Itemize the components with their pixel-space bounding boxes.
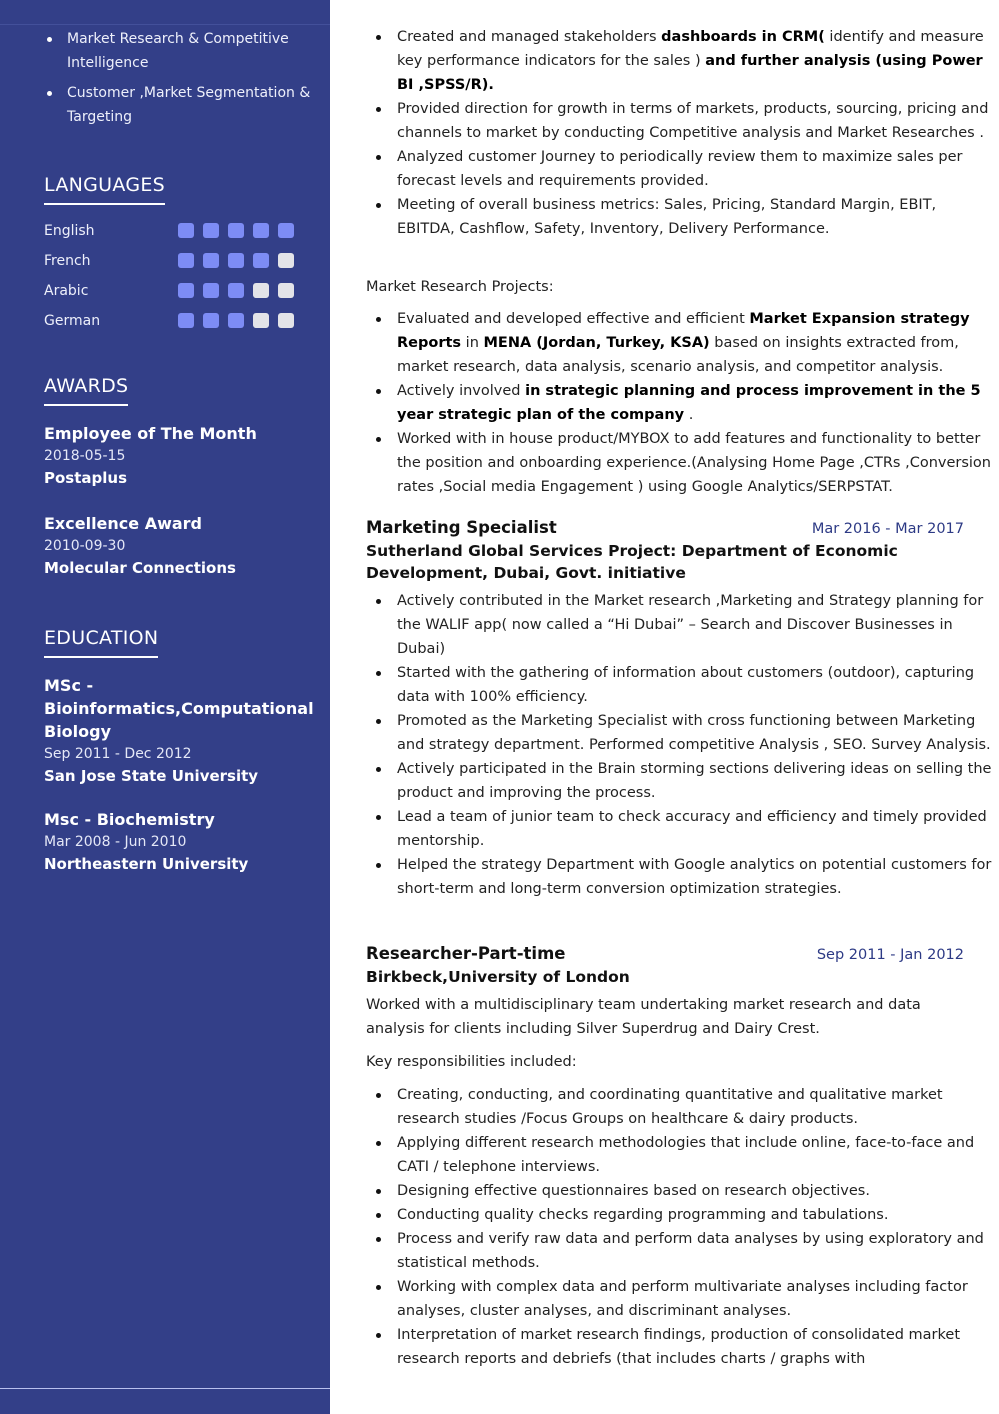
language-level bbox=[178, 313, 294, 328]
bullet-item: Applying different research methodologies that include online, face-to-face and CATI / telephone interviews. bbox=[397, 1131, 995, 1179]
education-dates: Sep 2011 - Dec 2012 bbox=[44, 746, 192, 762]
bullet-item: Helped the strategy Department with Google analytics on potential customers for short-term and long-term conversion optimization strategies. bbox=[397, 853, 995, 901]
skill-item: Market Research & Competitive Intelligence bbox=[67, 27, 337, 75]
level-dot-empty bbox=[278, 253, 294, 268]
degree: MSc - Bioinformatics,Computational Biology bbox=[44, 676, 314, 741]
bullet-item: Actively involved in strategic planning and process improvement in the 5 year strategic plan of the company . bbox=[397, 379, 995, 427]
job-dates: Mar 2016 - Mar 2017 bbox=[811, 521, 964, 537]
job-summary: Worked with a multidisciplinary team undertaking market research and data analysis for clients including Silver Superdrug and Dairy Crest. bbox=[366, 997, 921, 1037]
bullet-item: Working with complex data and perform multivariate analyses including factor analyses, cluster analyses, and discriminant analyses. bbox=[397, 1275, 995, 1323]
level-dot-filled bbox=[228, 283, 244, 298]
bullet-item: Designing effective questionnaires based on research objectives. bbox=[397, 1179, 995, 1203]
level-dot-filled bbox=[228, 223, 244, 238]
level-dot-filled bbox=[228, 253, 244, 268]
language-row bbox=[44, 250, 304, 272]
education-item bbox=[44, 674, 314, 787]
level-dot-empty bbox=[253, 313, 269, 328]
job-title: Marketing Specialist bbox=[366, 518, 557, 537]
award-date: 2010-09-30 bbox=[44, 538, 126, 554]
level-dot-filled bbox=[253, 223, 269, 238]
bullet-item: Started with the gathering of information about customers (outdoor), capturing data with 100% efficiency. bbox=[397, 661, 995, 709]
language-level bbox=[178, 253, 294, 268]
skill-item: Customer ,Market Segmentation & Targeting bbox=[67, 81, 337, 129]
education-item bbox=[44, 808, 309, 875]
level-dot-filled bbox=[203, 313, 219, 328]
projects-bullets bbox=[366, 307, 995, 499]
language-row bbox=[44, 280, 304, 302]
job-company: Sutherland Global Services Project: Department of Economic Development, Dubai, Govt. initiative bbox=[366, 542, 898, 582]
bullet-item: Conducting quality checks regarding programming and tabulations. bbox=[397, 1203, 995, 1227]
bullet-item: Meeting of overall business metrics: Sales, Pricing, Standard Margin, EBIT, EBITDA, Cashflow, Safety, Inventory, Delivery Performance. bbox=[397, 193, 995, 241]
bold-text: Market Expansion strategy Reports bbox=[397, 311, 970, 351]
level-dot-filled bbox=[228, 313, 244, 328]
award-issuer: Postaplus bbox=[44, 469, 128, 487]
language-row bbox=[44, 220, 304, 242]
bullet-item: Promoted as the Marketing Specialist with cross functioning between Marketing and strategy department. Performed competitive Analysis , SEO. Survey Analysis. bbox=[397, 709, 995, 757]
divider bbox=[0, 1388, 330, 1389]
projects-label: Market Research Projects: bbox=[366, 279, 554, 295]
education-heading: EDUCATION bbox=[44, 625, 158, 658]
job-bullets bbox=[366, 25, 995, 241]
skills-list bbox=[44, 27, 337, 135]
level-dot-filled bbox=[178, 223, 194, 238]
language-name: Arabic bbox=[44, 283, 89, 299]
level-dot-filled bbox=[278, 223, 294, 238]
bullet-item: Actively participated in the Brain storming sections delivering ideas on selling the product and improving the process. bbox=[397, 757, 995, 805]
level-dot-filled bbox=[203, 283, 219, 298]
bullet-item: Creating, conducting, and coordinating quantitative and qualitative market research studies /Focus Groups on healthcare & dairy products. bbox=[397, 1083, 995, 1131]
job-company: Birkbeck,University of London bbox=[366, 968, 630, 986]
bold-text: and further analysis (using Power BI ,SPSS/R). bbox=[397, 53, 983, 93]
job-dates: Sep 2011 - Jan 2012 bbox=[816, 947, 964, 963]
language-level bbox=[178, 283, 294, 298]
language-name: German bbox=[44, 313, 101, 329]
job-bullets bbox=[366, 1083, 995, 1371]
bullet-item: Created and managed stakeholders dashboards in CRM( identify and measure key performance indicators for the sales ) and further analysis (using Power BI ,SPSS/R). bbox=[397, 25, 995, 97]
bullet-item: Lead a team of junior team to check accuracy and efficiency and timely provided mentorship. bbox=[397, 805, 995, 853]
bullet-item: Process and verify raw data and perform data analyses by using exploratory and statistical methods. bbox=[397, 1227, 995, 1275]
education-dates: Mar 2008 - Jun 2010 bbox=[44, 834, 187, 850]
level-dot-empty bbox=[253, 283, 269, 298]
bullet-item: Interpretation of market research findings, production of consolidated market research reports and debriefs (that includes charts / graphs with bbox=[397, 1323, 995, 1371]
level-dot-filled bbox=[253, 253, 269, 268]
school: San Jose State University bbox=[44, 767, 259, 785]
award-title: Employee of The Month bbox=[44, 424, 257, 443]
award-item bbox=[44, 512, 309, 579]
bullet-item: Worked with in house product/MYBOX to add features and functionality to better the position and onboarding experience.(Analysing Home Page ,CTRs ,Conversion rates ,Social media Engagement ) using Google Analytics/SERPSTAT. bbox=[397, 427, 995, 499]
award-item bbox=[44, 422, 309, 489]
divider bbox=[0, 24, 330, 25]
level-dot-filled bbox=[203, 253, 219, 268]
bullet-item: Evaluated and developed effective and efficient Market Expansion strategy Reports in MENA (Jordan, Turkey, KSA) based on insights extracted from, market research, data analysis, scenario analysis, and competitor analysis. bbox=[397, 307, 995, 379]
job-title: Researcher-Part-time bbox=[366, 944, 566, 963]
language-name: French bbox=[44, 253, 91, 269]
level-dot-empty bbox=[278, 313, 294, 328]
languages-heading: LANGUAGES bbox=[44, 172, 165, 205]
bold-text: dashboards in CRM( bbox=[661, 29, 825, 45]
language-name: English bbox=[44, 223, 95, 239]
job-bullets bbox=[366, 589, 995, 901]
language-level bbox=[178, 223, 294, 238]
bold-text: in strategic planning and process improvement in the 5 year strategic plan of the company bbox=[397, 383, 981, 423]
degree: Msc - Biochemistry bbox=[44, 810, 215, 829]
award-issuer: Molecular Connections bbox=[44, 559, 236, 577]
responsibilities-label: Key responsibilities included: bbox=[366, 1054, 577, 1070]
level-dot-filled bbox=[203, 223, 219, 238]
language-row bbox=[44, 310, 304, 332]
award-title: Excellence Award bbox=[44, 514, 203, 533]
bullet-item: Analyzed customer Journey to periodically review them to maximize sales per forecast levels and requirements provided. bbox=[397, 145, 995, 193]
bullet-item: Actively contributed in the Market research ,Marketing and Strategy planning for the WALIF app( now called a “Hi Dubai” – Search and Discover Businesses in Dubai) bbox=[397, 589, 995, 661]
level-dot-filled bbox=[178, 283, 194, 298]
award-date: 2018-05-15 bbox=[44, 448, 126, 464]
school: Northeastern University bbox=[44, 855, 249, 873]
level-dot-empty bbox=[278, 283, 294, 298]
level-dot-filled bbox=[178, 313, 194, 328]
sidebar bbox=[0, 0, 330, 1414]
bullet-item: Provided direction for growth in terms of markets, products, sourcing, pricing and channels to market by conducting Competitive analysis and Market Researches . bbox=[397, 97, 995, 145]
awards-heading: AWARDS bbox=[44, 373, 128, 406]
level-dot-filled bbox=[178, 253, 194, 268]
bold-text: MENA (Jordan, Turkey, KSA) bbox=[483, 335, 710, 351]
